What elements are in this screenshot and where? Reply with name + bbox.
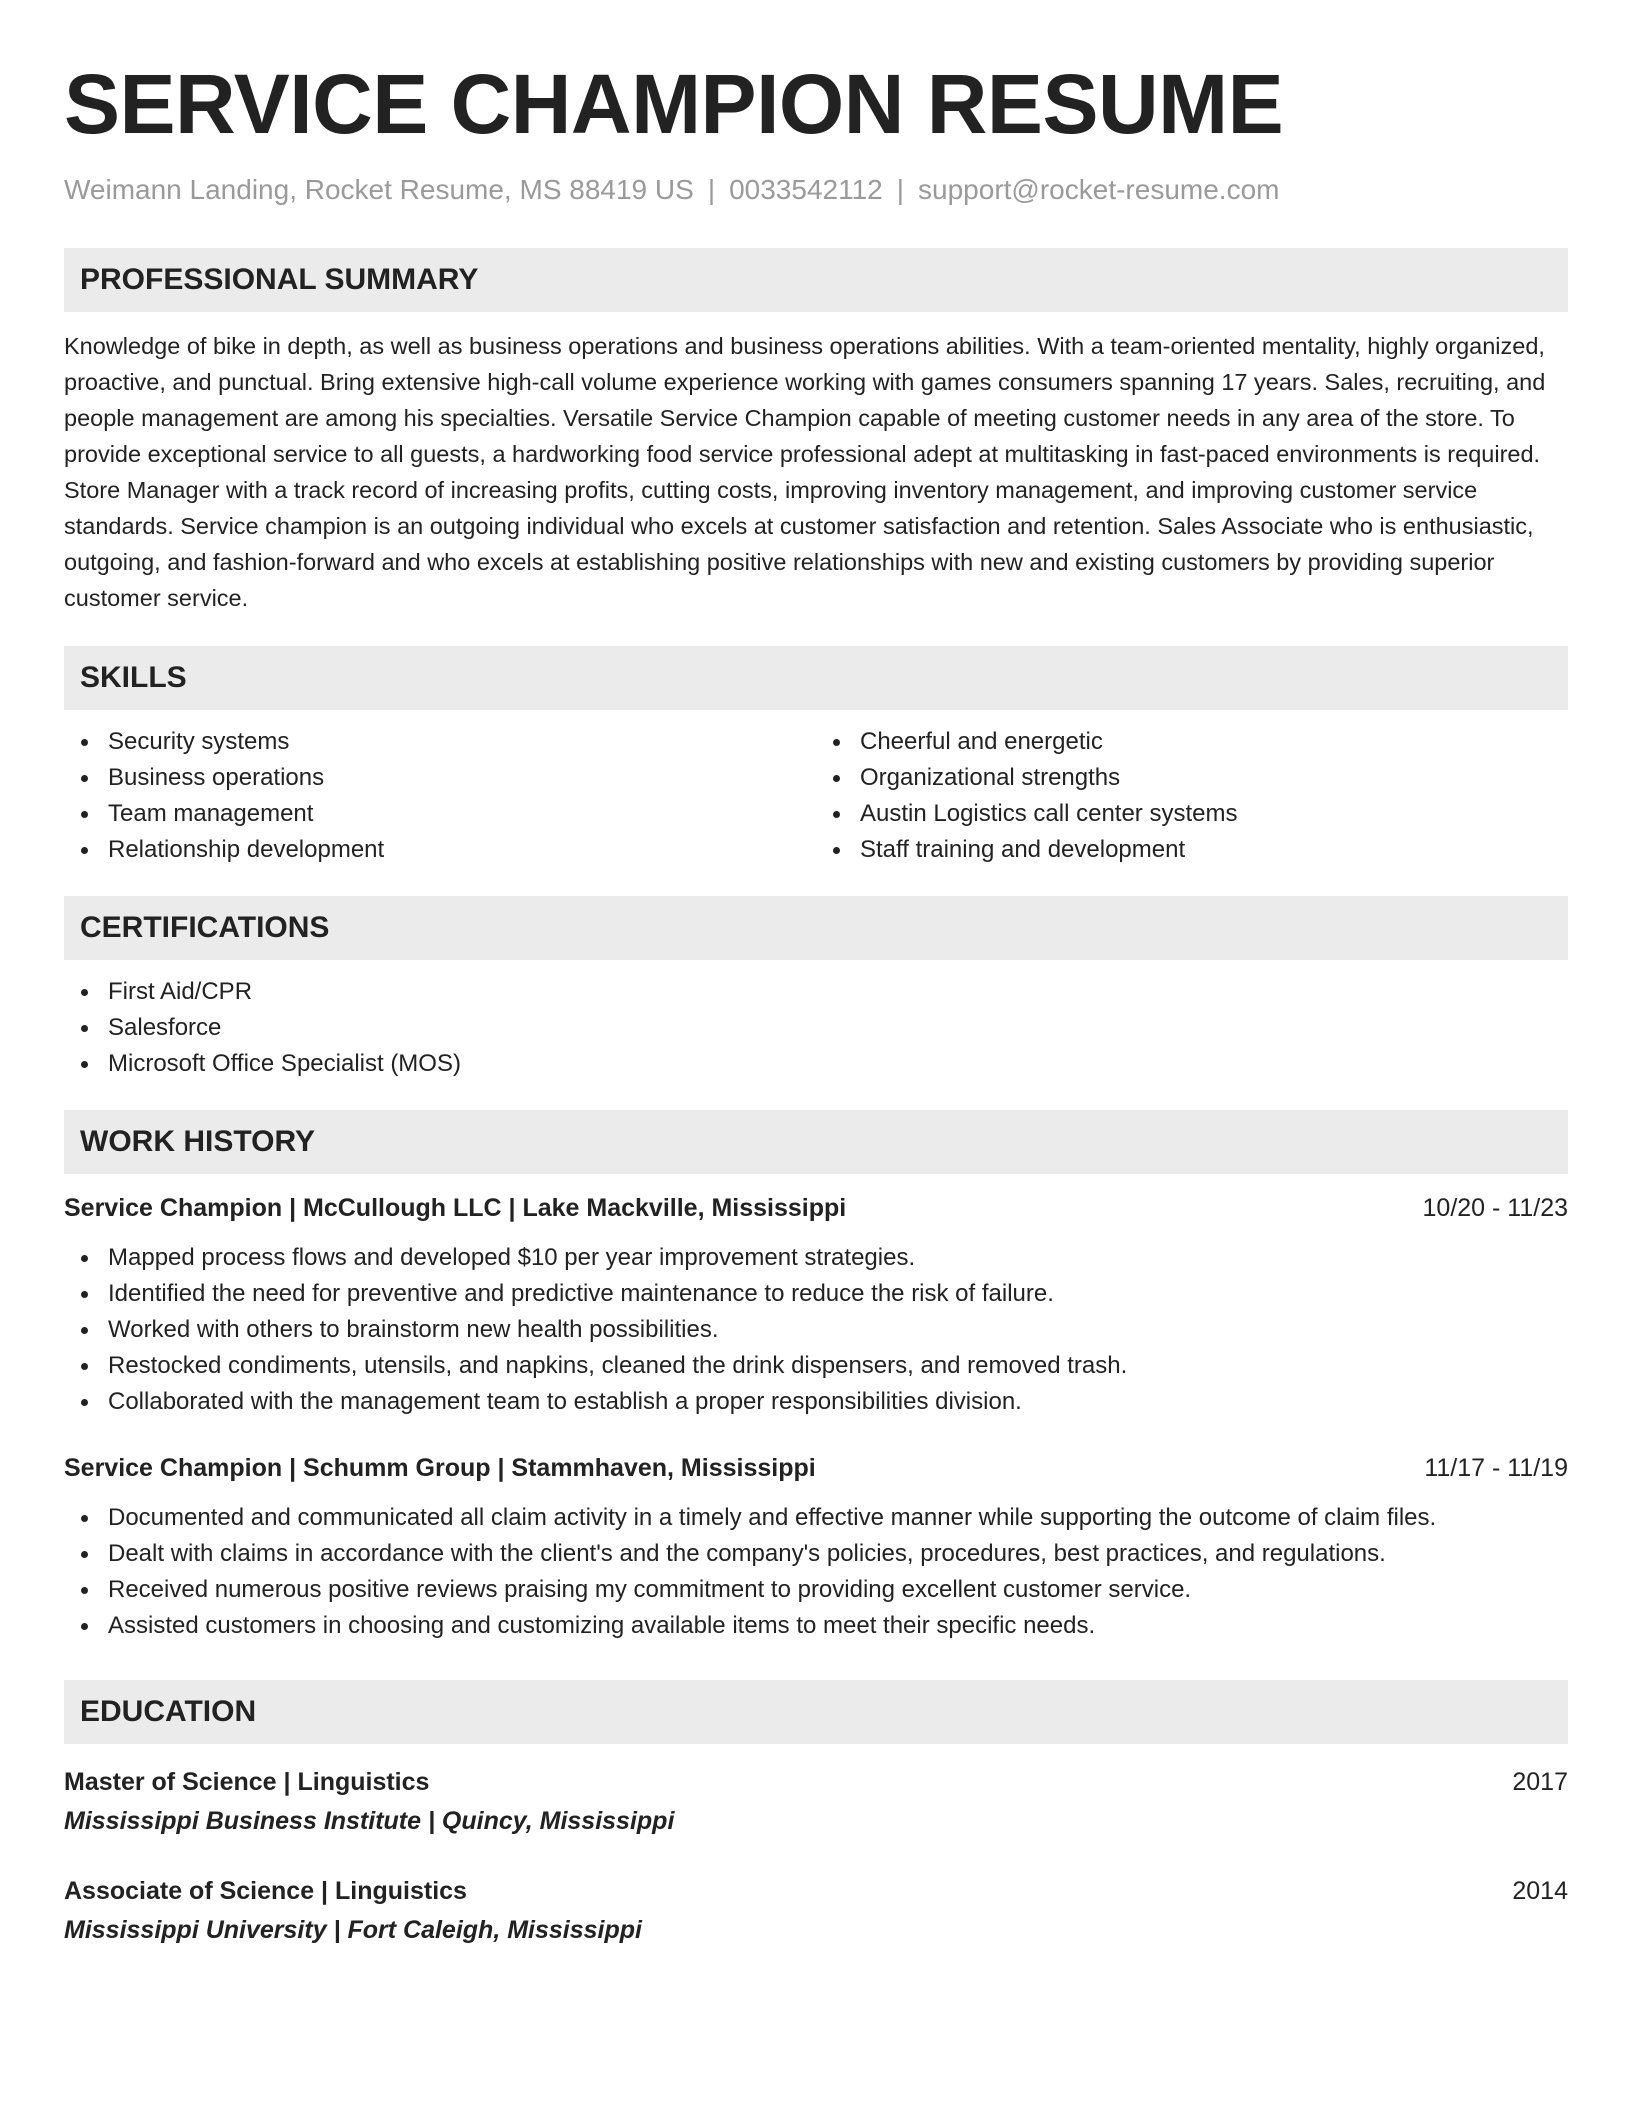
job-bullet: Worked with others to brainstorm new health possibilities. — [64, 1312, 1568, 1348]
certification-item: First Aid/CPR — [64, 974, 1568, 1010]
education-year: 2017 — [1512, 1768, 1568, 1796]
job-bullets — [64, 1500, 1568, 1644]
contact-separator: | — [707, 174, 716, 205]
skill-item: Cheerful and energetic — [816, 724, 1568, 760]
section-heading-work-history: WORK HISTORY — [64, 1110, 1568, 1174]
job-bullets — [64, 1240, 1568, 1420]
education-entry — [64, 1764, 1568, 1839]
job-dates: 11/17 - 11/19 — [1424, 1454, 1568, 1482]
skill-item: Staff training and development — [816, 832, 1568, 868]
job-title: Service Champion | Schumm Group | Stammhaven, Mississippi — [64, 1454, 816, 1482]
summary-text: Knowledge of bike in depth, as well as business operations and business operations abilities. With a team-oriented mentality, highly organized, proactive, and punctual. Bring extensive high-call volume experience working with games consumers spanning 17 years. Sales, recruiting, and people management are among his specialties. Versatile Service Champion capable of meeting customer needs in any area of the store. To provide exceptional service to all guests, a hardworking food service professional adept at multitasking in fast-paced environments is required. Store Manager with a track record of increasing profits, cutting costs, improving inventory management, and improving customer service standards. Service champion is an outgoing individual who excels at customer satisfaction and retention. Sales Associate who is enthusiastic, outgoing, and fashion-forward and who excels at establishing positive relationships with new and existing customers by providing superior customer service. — [64, 333, 1546, 611]
skill-item: Relationship development — [64, 832, 816, 868]
job-title: Service Champion | McCullough LLC | Lake Mackville, Mississippi — [64, 1194, 847, 1222]
contact-phone: 0033542112 — [729, 174, 883, 205]
contact-address: Weimann Landing, Rocket Resume, MS 88419 US — [64, 174, 694, 205]
job-entry — [64, 1450, 1568, 1644]
job-header — [64, 1450, 1568, 1486]
job-dates: 10/20 - 11/23 — [1422, 1194, 1568, 1222]
skills-column-right — [816, 724, 1568, 868]
certification-item: Salesforce — [64, 1010, 1568, 1046]
section-heading-summary: PROFESSIONAL SUMMARY — [64, 248, 1568, 312]
job-bullet: Assisted customers in choosing and customizing available items to meet their specific needs. — [64, 1608, 1568, 1644]
job-bullet: Restocked condiments, utensils, and napkins, cleaned the drink dispensers, and removed trash. — [64, 1348, 1568, 1384]
education-degree: Master of Science | Linguistics — [64, 1768, 430, 1796]
resume-title: SERVICE CHAMPION RESUME — [64, 57, 1284, 151]
section-heading-education: EDUCATION — [64, 1680, 1568, 1744]
job-bullet: Dealt with claims in accordance with the client's and the company's policies, procedures, best practices, and regulations. — [64, 1536, 1568, 1572]
education-school: Mississippi Business Institute | Quincy, Mississippi — [64, 1807, 675, 1835]
education-degree: Associate of Science | Linguistics — [64, 1877, 467, 1905]
job-bullet: Collaborated with the management team to establish a proper responsibilities division. — [64, 1384, 1568, 1420]
skill-item: Austin Logistics call center systems — [816, 796, 1568, 832]
section-heading-skills: SKILLS — [64, 646, 1568, 710]
skill-item: Team management — [64, 796, 816, 832]
education-entry — [64, 1873, 1568, 1948]
contact-line — [64, 172, 1568, 208]
skill-item: Organizational strengths — [816, 760, 1568, 796]
job-bullet: Received numerous positive reviews praising my commitment to providing excellent customer service. — [64, 1572, 1568, 1608]
certifications-list — [64, 974, 1568, 1082]
job-bullet: Documented and communicated all claim activity in a timely and effective manner while supporting the outcome of claim files. — [64, 1500, 1568, 1536]
job-header — [64, 1190, 1568, 1226]
job-bullet: Identified the need for preventive and predictive maintenance to reduce the risk of failure. — [64, 1276, 1568, 1312]
section-heading-certifications: CERTIFICATIONS — [64, 896, 1568, 960]
education-header — [64, 1764, 1568, 1800]
education-header — [64, 1873, 1568, 1909]
skill-item: Business operations — [64, 760, 816, 796]
skills-list — [64, 724, 1568, 868]
education-school: Mississippi University | Fort Caleigh, Mississippi — [64, 1916, 642, 1944]
skill-item: Security systems — [64, 724, 816, 760]
education-year: 2014 — [1512, 1877, 1568, 1905]
contact-email: support@rocket-resume.com — [918, 174, 1280, 205]
skills-column-left — [64, 724, 816, 868]
contact-separator: | — [896, 174, 905, 205]
certification-item: Microsoft Office Specialist (MOS) — [64, 1046, 1568, 1082]
job-bullet: Mapped process flows and developed $10 per year improvement strategies. — [64, 1240, 1568, 1276]
job-entry — [64, 1190, 1568, 1420]
